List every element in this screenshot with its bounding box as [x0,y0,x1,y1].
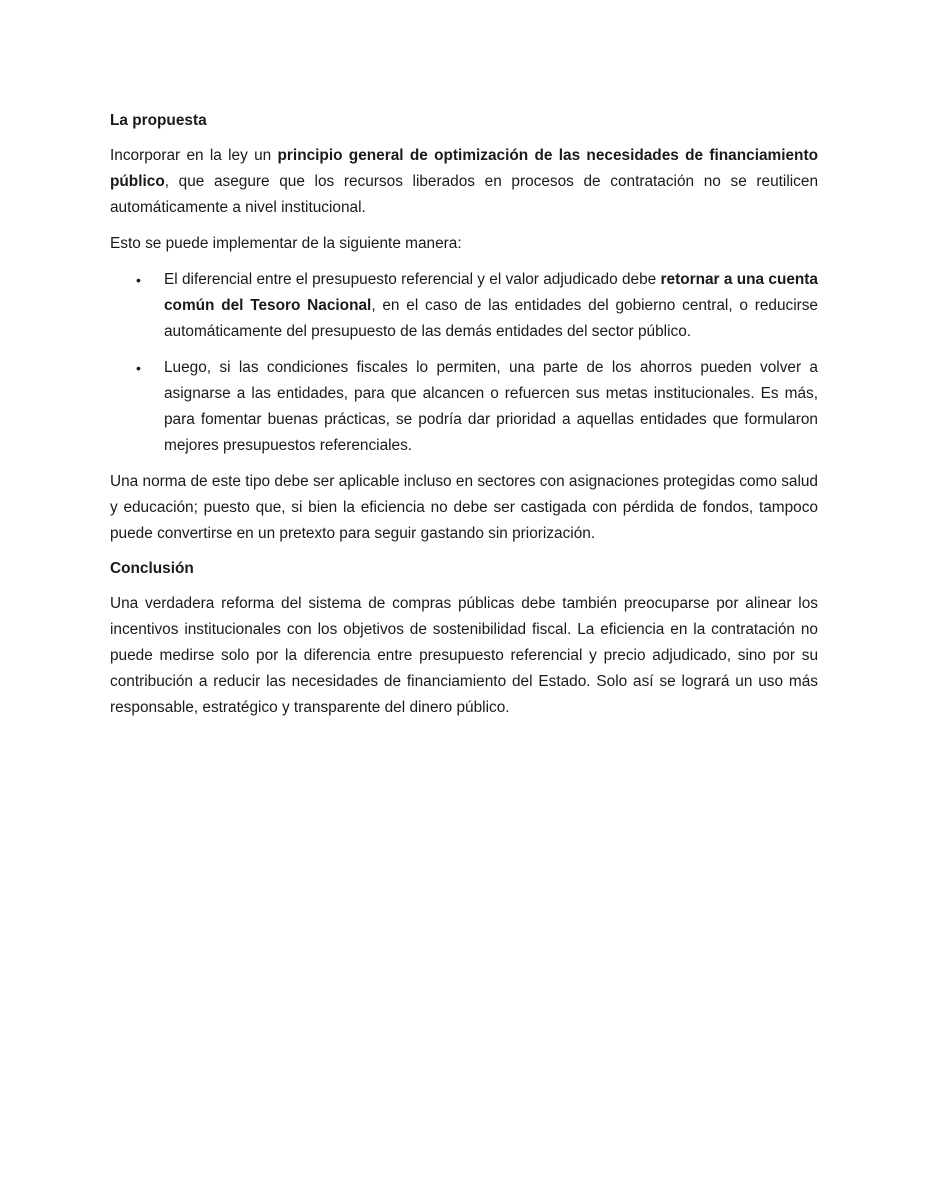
bold-text-run: retornar a una cuenta común del Tesoro Nacional [164,271,818,314]
document-page [110,109,818,731]
section-heading-conclusion: Conclusión [110,560,194,577]
bullet-list [110,267,818,459]
section-heading-propuesta: La propuesta [110,112,207,129]
text-run: El diferencial entre el presupuesto referencial y el valor adjudicado debe [164,271,661,288]
paragraph-norma: Una norma de este tipo debe ser aplicable incluso en sectores con asignaciones protegidas como salud y educación; puesto que, si bien la eficiencia no debe ser castigada con pérdida de fondos, tampoco puede convertirse en un pretexto para seguir gastando sin priorización. [110,473,818,542]
bold-text-run: principio general de optimización de las necesidades de financiamiento público [110,147,818,190]
text-run: , en el caso de las entidades del gobierno central, o reducirse automáticamente del presupuesto de las demás entidades del sector público. [164,297,818,340]
text-run: , que asegure que los recursos liberados en procesos de contratación no se reutilicen automáticamente a nivel institucional. [110,173,818,216]
bullet-icon: • [136,272,141,288]
paragraph-implementation-intro: Esto se puede implementar de la siguiente manera: [110,235,462,252]
list-item [136,355,818,459]
list-item [136,267,818,345]
bullet-icon: • [136,360,141,376]
text-run: Luego, si las condiciones fiscales lo permiten, una parte de los ahorros pueden volver a asignarse a las entidades, para que alcancen o refuercen sus metas institucionales. Es más, para fomentar buenas prácticas, se podría dar prioridad a aquellas entidades que formularon mejores presupuestos referenciales. [164,359,818,454]
paragraph-propuesta-intro [110,143,818,221]
text-run: Incorporar en la ley un [110,147,278,164]
paragraph-conclusion: Una verdadera reforma del sistema de compras públicas debe también preocuparse por alinear los incentivos institucionales con los objetivos de sostenibilidad fiscal. La eficiencia en la contratación no puede medirse solo por la diferencia entre presupuesto referencial y precio adjudicado, sino por su contribución a reducir las necesidades de financiamiento del Estado. Solo así se logrará un uso más responsable, estratégico y transparente del dinero público. [110,595,818,716]
